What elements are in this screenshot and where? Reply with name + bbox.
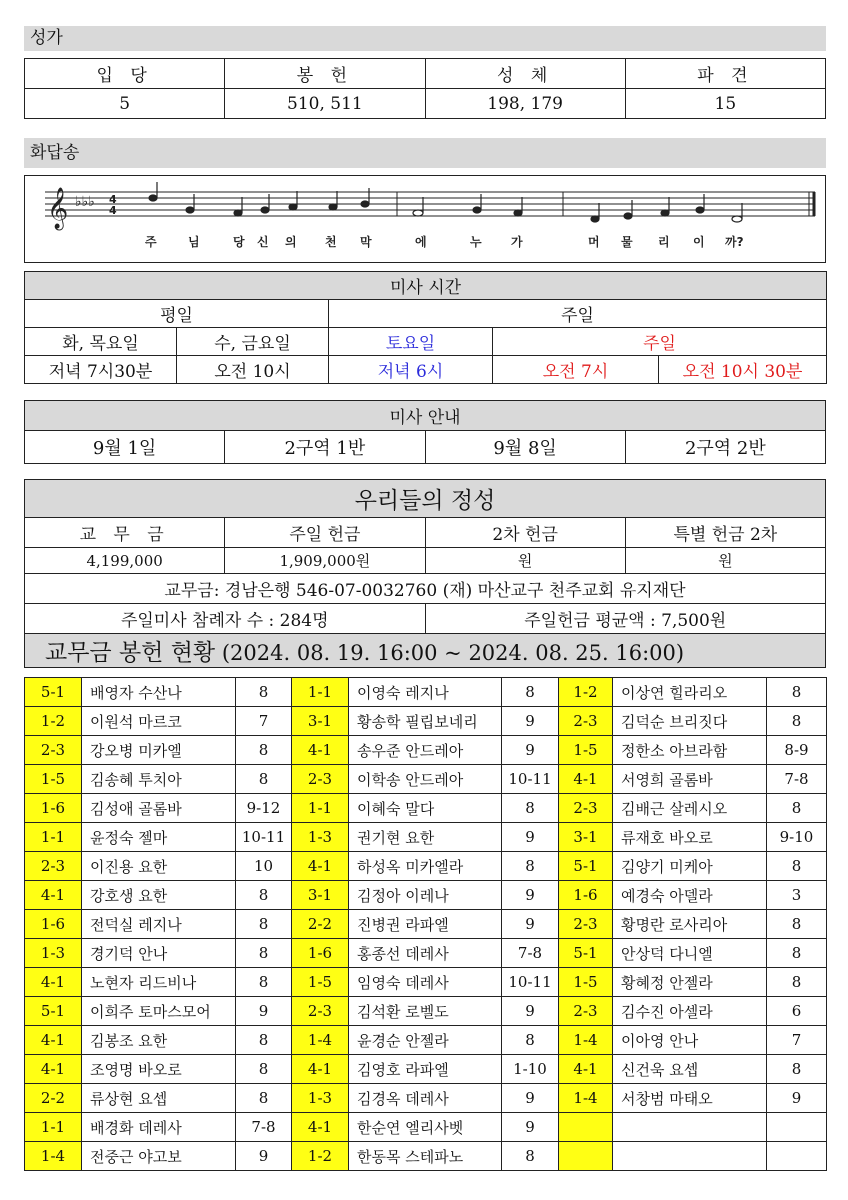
lyric: 에 [415,235,427,249]
lyric: 천 [325,235,337,249]
district-cell: 1-6 [25,794,82,823]
lyric: 님 [188,235,200,249]
amount-cell: 9 [502,881,559,910]
name-cell: 김경옥 데레사 [349,1084,502,1113]
lyric: 누 [470,235,482,249]
name-cell: 이희주 토마스모어 [82,997,236,1026]
offering-table [24,479,826,668]
name-cell: 류상현 요셉 [82,1084,236,1113]
attendance-count: 주일미사 참례자 수 : 284명 [25,604,426,634]
amount-cell: 9 [502,1084,559,1113]
table-row [25,939,827,968]
amount-cell: 1-10 [502,1055,559,1084]
district-cell: 1-5 [292,968,349,997]
amount-cell: 10-11 [502,765,559,794]
name-cell: 배경화 데레사 [82,1113,236,1142]
district-cell: 2-3 [25,852,82,881]
mass-time-table [24,271,827,384]
name-cell: 홍종선 데레사 [349,939,502,968]
table-row [25,736,827,765]
amount-cell: 7-8 [767,765,827,794]
lyric: 물 [621,235,633,249]
treble-clef-icon: 𝄞 [47,188,69,229]
lyric: 당 [233,235,245,249]
name-cell: 조영명 바오로 [82,1055,236,1084]
name-cell: 임영숙 데레사 [349,968,502,997]
name-cell: 한순연 엘리사벳 [349,1113,502,1142]
name-cell: 배영자 수산나 [82,678,236,707]
name-cell: 이원석 마르코 [82,707,236,736]
status-period: (2024. 08. 19. 16:00 ~ 2024. 08. 25. 16:00) [221,641,685,665]
name-cell: 김송혜 투치아 [82,765,236,794]
offering-title: 우리들의 정성 [25,480,826,518]
name-cell: 이상연 힐라리오 [613,678,767,707]
music-staff [25,176,825,262]
psalm-score [24,175,826,263]
district-cell: 2-3 [292,765,349,794]
table-row [25,1113,827,1142]
lyric: 이 [693,235,705,249]
sunday-label: 주일 [329,300,827,328]
name-cell: 김성애 골롬바 [82,794,236,823]
amount-cell: 10-11 [502,968,559,997]
district-cell: 4-1 [292,1055,349,1084]
amount-cell: 8-9 [767,736,827,765]
name-cell: 노현자 리드비나 [82,968,236,997]
amount-cell: 9 [502,707,559,736]
lyric: 리 [658,235,670,249]
day-wed-fri: 수, 금요일 [177,328,329,356]
amount-cell: 9 [767,1084,827,1113]
hymn-value-offertory: 510, 511 [225,89,425,119]
amount-cell [767,1142,827,1171]
name-cell: 신건욱 요셉 [613,1055,767,1084]
name-cell: 황송학 필립보네리 [349,707,502,736]
district-cell: 1-1 [25,1113,82,1142]
district-cell [559,1142,613,1171]
district-cell: 1-1 [25,823,82,852]
name-cell: 정한소 아브라함 [613,736,767,765]
district-cell: 5-1 [559,939,613,968]
name-cell: 한동목 스테파노 [349,1142,502,1171]
hymn-table [24,58,826,119]
name-cell: 김수진 아셀라 [613,997,767,1026]
district-cell: 1-5 [25,765,82,794]
amount-cell: 9 [502,910,559,939]
hymn-value-communion: 198, 179 [425,89,625,119]
amount-cell: 9 [502,997,559,1026]
amount-cell: 9-12 [236,794,292,823]
district-cell: 1-2 [292,1142,349,1171]
name-cell: 김영호 라파엘 [349,1055,502,1084]
amount-cell: 9 [236,1142,292,1171]
name-cell: 이아영 안나 [613,1026,767,1055]
name-cell: 김봉조 요한 [82,1026,236,1055]
amount-cell: 7-8 [502,939,559,968]
svg-text:♭♭♭: ♭♭♭ [75,194,95,210]
day-tue-thu: 화, 목요일 [25,328,177,356]
guide-date-2: 9월 8일 [425,431,625,464]
district-cell: 5-1 [559,852,613,881]
name-cell: 윤정숙 젤마 [82,823,236,852]
hymn-value-entrance: 5 [25,89,225,119]
name-cell: 김배근 살레시오 [613,794,767,823]
offering-value-second: 원 [425,548,625,574]
district-cell: 1-1 [292,678,349,707]
district-cell: 1-5 [559,968,613,997]
lyric: 머 [588,235,600,249]
amount-cell: 8 [502,794,559,823]
amount-cell: 8 [236,765,292,794]
district-cell: 5-1 [25,678,82,707]
district-cell: 5-1 [25,997,82,1026]
time-wed-fri: 오전 10시 [177,356,329,384]
amount-cell: 9 [502,736,559,765]
district-cell: 4-1 [559,1055,613,1084]
hymns-title: 성가 [24,26,826,51]
amount-cell: 8 [767,939,827,968]
name-cell: 김정아 이레나 [349,881,502,910]
time-sunday-1: 오전 7시 [493,356,659,384]
dues-list-table [24,677,827,1171]
district-cell: 1-5 [559,736,613,765]
amount-cell: 8 [236,968,292,997]
amount-cell: 10-11 [236,823,292,852]
day-sunday: 주일 [493,328,827,356]
table-row [25,823,827,852]
table-row [25,1142,827,1171]
amount-cell: 8 [236,1055,292,1084]
amount-cell: 8 [502,678,559,707]
offering-value-special: 원 [625,548,825,574]
time-sunday-2: 오전 10시 30분 [659,356,827,384]
amount-cell: 8 [502,1142,559,1171]
amount-cell: 8 [502,1026,559,1055]
amount-cell: 7-8 [236,1113,292,1142]
district-cell: 1-4 [559,1084,613,1113]
name-cell: 서창범 마태오 [613,1084,767,1113]
district-cell: 1-2 [559,678,613,707]
offering-header-dues: 교 무 금 [25,518,225,548]
amount-cell: 8 [767,852,827,881]
district-cell: 2-3 [25,736,82,765]
district-cell: 4-1 [25,968,82,997]
name-cell: 예경숙 아델라 [613,881,767,910]
district-cell: 4-1 [25,1055,82,1084]
district-cell: 1-3 [292,1084,349,1113]
amount-cell: 8 [236,1026,292,1055]
amount-cell: 10 [236,852,292,881]
district-cell: 3-1 [559,823,613,852]
district-cell [559,1113,613,1142]
name-cell: 안상덕 다니엘 [613,939,767,968]
amount-cell: 3 [767,881,827,910]
svg-text:4: 4 [109,193,117,206]
psalm-title: 화답송 [24,138,826,168]
district-cell: 4-1 [25,1026,82,1055]
name-cell: 전덕실 레지나 [82,910,236,939]
table-row [25,881,827,910]
table-row [25,1026,827,1055]
amount-cell: 8 [236,678,292,707]
district-cell: 2-3 [559,910,613,939]
amount-cell: 9 [236,997,292,1026]
guide-date-1: 9월 1일 [25,431,225,464]
district-cell: 2-2 [292,910,349,939]
table-row [25,997,827,1026]
district-cell: 1-4 [292,1026,349,1055]
status-title-row [25,634,826,668]
district-cell: 1-6 [292,939,349,968]
amount-cell: 8 [767,678,827,707]
amount-cell: 9 [502,1113,559,1142]
amount-cell: 9-10 [767,823,827,852]
guide-group-2: 2구역 2반 [625,431,825,464]
name-cell [613,1142,767,1171]
name-cell: 황명란 로사리아 [613,910,767,939]
amount-cell: 8 [236,1084,292,1113]
district-cell: 2-3 [559,794,613,823]
amount-cell: 8 [767,910,827,939]
district-cell: 1-1 [292,794,349,823]
bank-info: 교무금: 경남은행 546-07-0032760 (재) 마산교구 천주교회 유지재단 [25,574,826,604]
lyric: 막 [360,235,372,249]
table-row [25,707,827,736]
name-cell: 류재호 바오로 [613,823,767,852]
offering-value-sunday: 1,909,000원 [225,548,425,574]
district-cell: 4-1 [292,852,349,881]
name-cell: 김양기 미케아 [613,852,767,881]
amount-cell: 8 [236,881,292,910]
name-cell: 진병권 라파엘 [349,910,502,939]
time-saturday: 저녁 6시 [329,356,493,384]
district-cell: 1-3 [25,939,82,968]
mass-time-title: 미사 시간 [25,272,827,300]
table-row [25,794,827,823]
hymn-header-offertory: 봉 헌 [225,59,425,89]
name-cell: 이학송 안드레아 [349,765,502,794]
name-cell: 이혜숙 말다 [349,794,502,823]
name-cell: 김석환 로벨도 [349,997,502,1026]
district-cell: 1-6 [25,910,82,939]
district-cell: 3-1 [292,881,349,910]
amount-cell: 8 [236,736,292,765]
amount-cell: 8 [236,910,292,939]
name-cell: 하성옥 미카엘라 [349,852,502,881]
amount-cell: 8 [502,852,559,881]
district-cell: 1-4 [559,1026,613,1055]
district-cell: 2-3 [292,997,349,1026]
district-cell: 2-3 [559,997,613,1026]
weekday-label: 평일 [25,300,329,328]
offering-value-dues: 4,199,000 [25,548,225,574]
table-row [25,910,827,939]
table-row [25,968,827,997]
lyric: 신 [257,235,269,249]
table-row [25,678,827,707]
district-cell: 4-1 [292,1113,349,1142]
amount-cell: 6 [767,997,827,1026]
district-cell: 1-3 [292,823,349,852]
guide-group-1: 2구역 1반 [225,431,425,464]
name-cell: 이진용 요한 [82,852,236,881]
name-cell [613,1113,767,1142]
district-cell: 1-2 [25,707,82,736]
table-row [25,1084,827,1113]
amount-cell: 8 [767,707,827,736]
table-row [25,765,827,794]
hymn-header-communion: 성 체 [425,59,625,89]
name-cell: 윤경순 안젤라 [349,1026,502,1055]
district-cell: 2-3 [559,707,613,736]
name-cell: 경기덕 안나 [82,939,236,968]
lyric: 까? [725,235,744,249]
district-cell: 4-1 [25,881,82,910]
district-cell: 4-1 [292,736,349,765]
table-row [25,1055,827,1084]
name-cell: 송우준 안드레아 [349,736,502,765]
district-cell: 1-4 [25,1142,82,1171]
lyric: 가 [511,235,523,249]
offering-header-second: 2차 헌금 [425,518,625,548]
name-cell: 강호생 요한 [82,881,236,910]
table-row [25,852,827,881]
amount-cell: 8 [767,794,827,823]
hymn-value-dismissal: 15 [625,89,825,119]
average-offering: 주일헌금 평균액 : 7,500원 [425,604,826,634]
amount-cell: 7 [236,707,292,736]
amount-cell: 7 [767,1026,827,1055]
mass-guide-table [24,400,826,464]
lyric: 주 [145,235,157,249]
district-cell: 3-1 [292,707,349,736]
hymn-header-entrance: 입 당 [25,59,225,89]
name-cell: 전중근 야고보 [82,1142,236,1171]
svg-text:4: 4 [109,204,117,217]
amount-cell: 8 [767,968,827,997]
amount-cell: 8 [236,939,292,968]
amount-cell: 8 [767,1055,827,1084]
amount-cell [767,1113,827,1142]
district-cell: 4-1 [559,765,613,794]
name-cell: 황혜정 안젤라 [613,968,767,997]
time-tue-thu: 저녁 7시30분 [25,356,177,384]
name-cell: 김덕순 브리짓다 [613,707,767,736]
hymn-header-dismissal: 파 견 [625,59,825,89]
offering-header-special: 특별 헌금 2차 [625,518,825,548]
name-cell: 권기현 요한 [349,823,502,852]
name-cell: 강오병 미카엘 [82,736,236,765]
lyric: 의 [285,235,297,249]
amount-cell: 9 [502,823,559,852]
district-cell: 2-2 [25,1084,82,1113]
offering-header-sunday: 주일 헌금 [225,518,425,548]
name-cell: 이영숙 레지나 [349,678,502,707]
name-cell: 서영희 골롬바 [613,765,767,794]
status-title: 교무금 봉헌 현황 [45,640,216,666]
district-cell: 1-6 [559,881,613,910]
mass-guide-title: 미사 안내 [25,401,826,431]
day-saturday: 토요일 [329,328,493,356]
